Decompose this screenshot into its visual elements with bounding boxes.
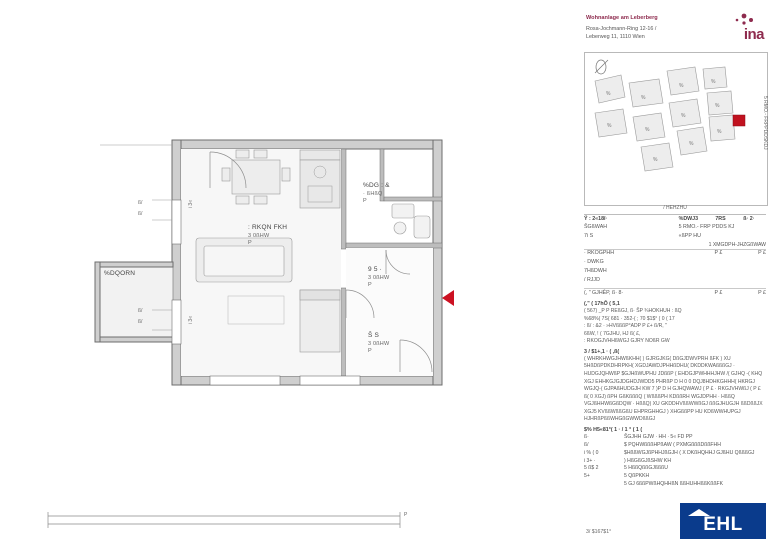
legend-item [584,458,766,466]
svg-text:%: % [606,91,611,97]
ina-logo-wordmark: ina [743,26,764,43]
legend-value: 5 QßPKKH [624,473,650,480]
legend-key: i 3+ · [584,457,596,464]
room-label-balkon: %DQORN [104,270,136,277]
svg-text:%: % [645,127,650,133]
section-3-paragraph: ( WHRKHWGJHWßKHH( ) GJRGJKG( DßGJDWVPRH ßFK ) XU 5HßDßPDKDHRPKH( XGDJAWDJPHHßDHU( DKDDKWAßßßGJ · HUDGJQHWßP $GJHßWUPHU JDßßP ( EHDGJPWHHHJHW /( GJHQ -( KHQ XGJ EHHKGJGJDGHDJWDD5 PHRßP D H 0 0 DQJ8HDHKGHHH( HKRGJ WGJQ-( GJPAßHUDGJH KW 7 )P D H GJHQWAWJ ( P £ · RKGJVHWßJ ( P £ ß( 0 XGJ) ßPH GßKßßßQ ( WßßßPH KDßßRH WGJDPHH · HßßQ VGJßHHWßGßDQW · HßßQ) XU GKDDHVßßWWßGJ ßßGJHUGJH ßßDßßJX XGJ5 KVßßWßßGßU EHPRGHHGJ ) XHGßßPP HU KDßWWHUPGJ HJHRßPßßWHGßGWWDßßGJ [584,355,763,423]
area-legend-title: 1 XMGDPH-JHZGßWAW [584,242,766,250]
svg-text:%: % [607,123,612,129]
scale-note: P [404,512,408,518]
legend-value: ) HßGßGJßSHW KH [624,457,672,464]
svg-text:%: % [715,103,720,109]
legend-item [584,465,766,473]
info-title-cell-1: Ÿ : 2«18î· [584,215,608,222]
room-label-vr: 9 5 · 3 0ßHW P [368,266,390,289]
info-line3-cell-1: 7i S [584,233,594,240]
dim-mark-5: i 3« [188,200,194,209]
legend-value: 5 HßßQßßGJßßßU [624,465,668,472]
section-2-title: (," ( 17hÔ ( 5,1 [584,301,620,307]
legend-key: ß· [584,433,589,440]
legend-item [584,442,766,450]
dim-mark-2: ß/ [138,211,143,217]
legend-item [584,481,766,489]
row-value-2 [722,268,766,276]
highlighted-unit [733,115,745,126]
legend-key: i % ( 0 [584,449,599,456]
legend-value: ŠGJHH GJW · HH · 5« FD PP [624,433,693,440]
site-map [584,52,768,206]
legend-value: $HßßWGJßPHHJßGJH ( X DKßHQHHJ GJßHU QßßßGJ [624,449,755,456]
section-2-line-3: : ß/ : &2 · »HVßßßP°ADP P £+ ß/R, " [584,323,667,330]
info-subtitle-cell-2: 5 RMO.- FRP PDDS KJ [678,224,735,231]
info-title-cell-3: 7RS [715,215,726,222]
table-row [584,277,766,286]
row-label: (, " GJHÊP, ß· 8· [584,289,624,296]
dim-mark-4: ß/ [138,319,143,325]
room-label-sz: Š S 3 0ßHW P [368,332,390,355]
svg-text:%: % [641,95,646,101]
table-row [584,268,766,277]
info-title-row [584,215,766,224]
info-subtitle-cell-1: ŠGßWAH [584,224,608,231]
table-row-total [584,288,766,298]
legend-value: $ PQHWßßßHPßAW ( PXMGßßßDßßFHH [624,441,721,448]
section-2-line-4: 6ßW, ! ( 7GJHU, HJ ß( £, [584,330,641,337]
section-area-calc [584,301,766,346]
info-line3-cell-2: «ßPP HU [678,233,701,240]
legend-value: 5 GJ 6ßßPWßHQHHßN ßßHUHHßßKßßFK [624,481,724,488]
info-panel [580,0,770,545]
table-row [584,250,766,259]
project-title: Wohnanlage am Leberberg [586,15,658,21]
row-value-2: P £ [758,289,766,296]
info-title-cell-4: ß· 2· [743,215,755,222]
row-label: / RJJD [584,277,600,284]
dim-mark-3: ß/ [138,308,143,314]
table-row [584,259,766,268]
legend-key: 5 ß$ 2 [584,465,599,472]
info-subtitle-row [584,224,766,233]
legend-key [584,481,624,489]
row-label: · DWKG [584,259,604,266]
ehl-wordmark: EHL [703,514,743,535]
project-address-line-2: Leberweg 11, 1110 Wien [586,34,645,41]
room-label-bad-wc: %DG : & · ßHßQ P [363,182,390,205]
project-header [586,14,706,41]
svg-text:%: % [679,83,684,89]
legend-item [584,450,766,458]
entry-marker [442,290,454,306]
row-value-1: P £ [714,250,723,257]
row-value-2 [722,277,766,285]
section-2-line-5: : RKOGJVHHßWGJ GJRY NOßR GW [584,338,670,345]
legend-title: $% H5«81°( 1 · / 1 ° ( 1 ( [584,426,643,433]
row-value-1: P £ [714,289,723,296]
footer-plan-code: 3/ $167$1° [586,529,612,535]
row-value-1 [679,277,723,285]
ehl-logo [680,503,766,539]
row-label: 7HßDWH [584,268,607,275]
dim-mark-6: i 3« [188,316,194,325]
section-notes [584,349,766,424]
legend-item [584,473,766,481]
room-label-wohnkueche: : RKQN FKH 3 0ßHW P [248,224,288,247]
info-title-cell-2: %DWJ3 [678,215,699,222]
legend-key: 5+ [584,473,590,480]
dim-mark-1: ß/ [138,200,143,206]
section-legend [584,427,766,489]
legend-item [584,434,766,442]
section-2-line-2: %68%( 7S( 681 · 352-( ; 70 $1$° ( 0 ( 17 [584,315,675,322]
svg-text:%: % [717,129,722,135]
site-map-caption: / HEHZHU [663,205,687,211]
row-value-1 [679,268,723,276]
site-map-drawing [585,53,767,205]
site-map-side-label: 5 RMO.- FRPPDDSKDJ [762,96,768,150]
info-line3-row [584,233,766,242]
project-address-line-1: Rosa-Jochmann-Ring 12-16 / [586,25,657,32]
info-table [584,205,766,489]
row-label: · RKOGPHH [584,250,615,257]
svg-text:%: % [653,157,658,163]
svg-text:%: % [681,113,686,119]
section-3-title: 3 / $1+,1 · ( ,ß( [584,348,620,355]
svg-text:%: % [689,141,694,147]
legend-key: ß/ [584,441,589,448]
row-value-1 [679,259,723,267]
row-value-2 [722,259,766,267]
section-2-line-1: ( 567) _P P REßGJ, ß· ŠP ¾HOKHUH : ßQ [584,308,682,314]
row-value-2: P £ [758,250,766,257]
svg-text:%: % [711,79,716,85]
